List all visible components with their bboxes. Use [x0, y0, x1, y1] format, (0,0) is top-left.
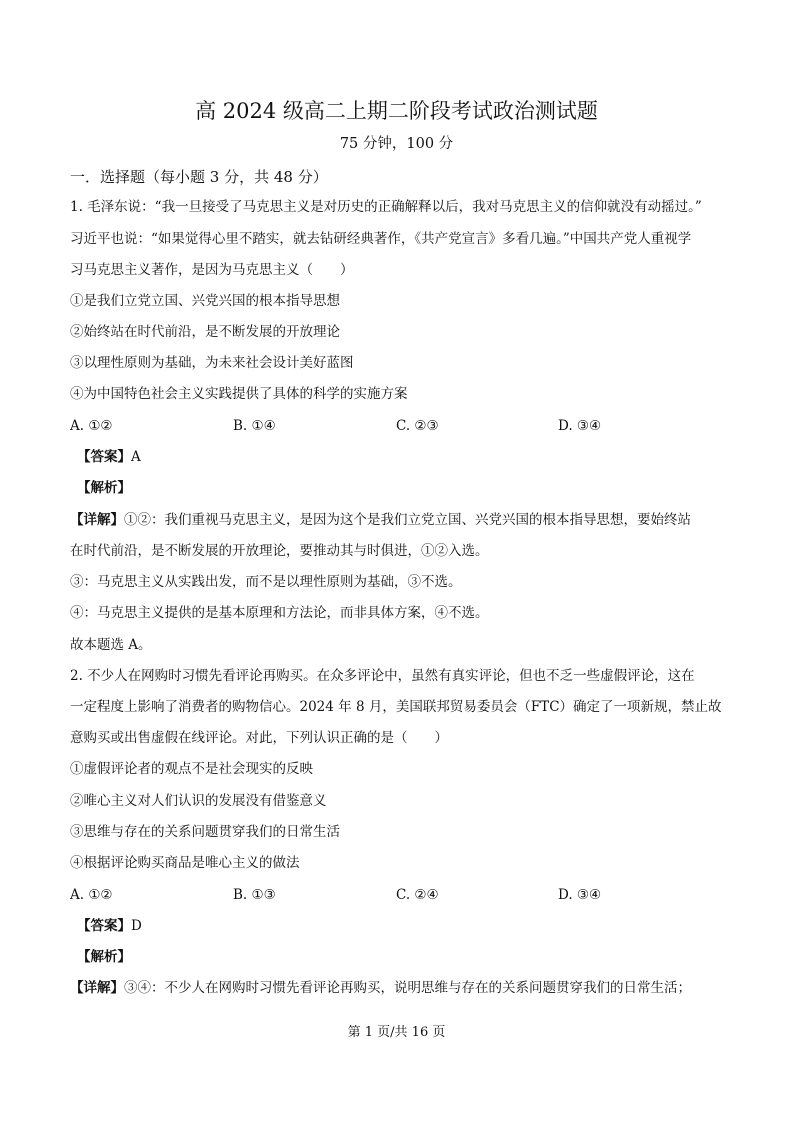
- q1-detail-line: 在时代前沿，是不断发展的开放理论，要推动其与时俱进，①②入选。: [70, 543, 489, 559]
- q1-answer: [77, 446, 141, 468]
- q2-stem-line: 一定程度上影响了消费者的购物信心。2024 年 8 月，美国联邦贸易委员会（FTC）确定了一项新规，禁止故: [70, 699, 722, 715]
- exam-time-score: 75 分钟，100 分: [339, 136, 454, 152]
- q2-options: [70, 884, 730, 906]
- q2-detail-line: [70, 977, 730, 999]
- q2-option-c: C. ②④: [396, 887, 439, 903]
- q1-options: [70, 415, 730, 437]
- q1-conclusion: 故本题选 A。: [70, 637, 152, 653]
- q2-option-a: A. ①②: [70, 887, 113, 903]
- q1-option-c: C. ②③: [396, 418, 439, 434]
- q2-statement: ①虚假评论者的观点不是社会现实的反映: [70, 761, 313, 777]
- q2-option-d: D. ③④: [558, 887, 602, 903]
- analysis-label: 【解析】: [77, 949, 131, 965]
- q1-analysis-label: [77, 477, 131, 499]
- q1-statement: ③以理性原则为基础，为未来社会设计美好蓝图: [70, 355, 354, 371]
- q1-statement: ②始终站在时代前沿，是不断发展的开放理论: [70, 324, 340, 340]
- page-number: 第 1 页/共 16 页: [347, 1025, 446, 1040]
- q1-detail-line: [70, 509, 730, 531]
- analysis-label: 【解析】: [77, 480, 131, 496]
- answer-value: D: [131, 918, 142, 934]
- q1-option-b: B. ①④: [233, 418, 276, 434]
- q2-option-b: B. ①③: [233, 887, 276, 903]
- q1-stem-line: 习马克思主义著作，是因为马克思主义（ ）: [70, 262, 354, 278]
- q2-stem-line: 意购买或出售虚假在线评论。对此，下列认识正确的是（ ）: [70, 730, 448, 746]
- detail-text: ③④：不少人在网购时习惯先看评论再购买，说明思维与存在的关系问题贯穿我们的日常生活；: [124, 980, 691, 996]
- answer-label: 【答案】: [77, 449, 131, 465]
- q1-option-a: A. ①②: [70, 418, 113, 434]
- q1-option-d: D. ③④: [558, 418, 602, 434]
- detail-label: 【详解】: [70, 512, 124, 528]
- answer-value: A: [131, 449, 141, 465]
- answer-label: 【答案】: [77, 918, 131, 934]
- q1-detail-line: ③：马克思主义从实践出发，而不是以理性原则为基础，③不选。: [70, 574, 462, 590]
- q2-stem-line: 2. 不少人在网购时习惯先看评论再购买。在众多评论中，虽然有真实评论，但也不乏一些虚假评论，这在: [70, 668, 695, 684]
- q2-statement: ②唯心主义对人们认识的发展没有借鉴意义: [70, 793, 327, 809]
- q2-statement: ③思维与存在的关系问题贯穿我们的日常生活: [70, 824, 340, 840]
- detail-label: 【详解】: [70, 980, 124, 996]
- q2-statement: ④根据评论购买商品是唯心主义的做法: [70, 855, 300, 871]
- page-title: 高 2024 级高二上期二阶段考试政治测试题: [195, 99, 598, 123]
- section-heading: 一．选择题（每小题 3 分，共 48 分）: [70, 168, 328, 186]
- q1-statement: ④为中国特色社会主义实践提供了具体的科学的实施方案: [70, 386, 408, 402]
- q2-answer: [77, 915, 142, 937]
- q1-stem-line: 1. 毛泽东说：“我一旦接受了马克思主义是对历史的正确解释以后，我对马克思主义的信仰就没有动摇过。”: [70, 199, 702, 215]
- q1-stem-line: 习近平也说：“如果觉得心里不踏实，就去钻研经典著作，《共产党宣言》多看几遍。”中国共产党人重视学: [70, 231, 692, 247]
- q1-statement: ①是我们立党立国、兴党兴国的根本指导思想: [70, 293, 340, 309]
- q1-detail-line: ④：马克思主义提供的是基本原理和方法论，而非具体方案，④不选。: [70, 605, 489, 621]
- detail-text: ①②：我们重视马克思主义，是因为这个是我们立党立国、兴党兴国的根本指导思想，要始终站: [124, 512, 691, 528]
- q2-analysis-label: [77, 946, 131, 968]
